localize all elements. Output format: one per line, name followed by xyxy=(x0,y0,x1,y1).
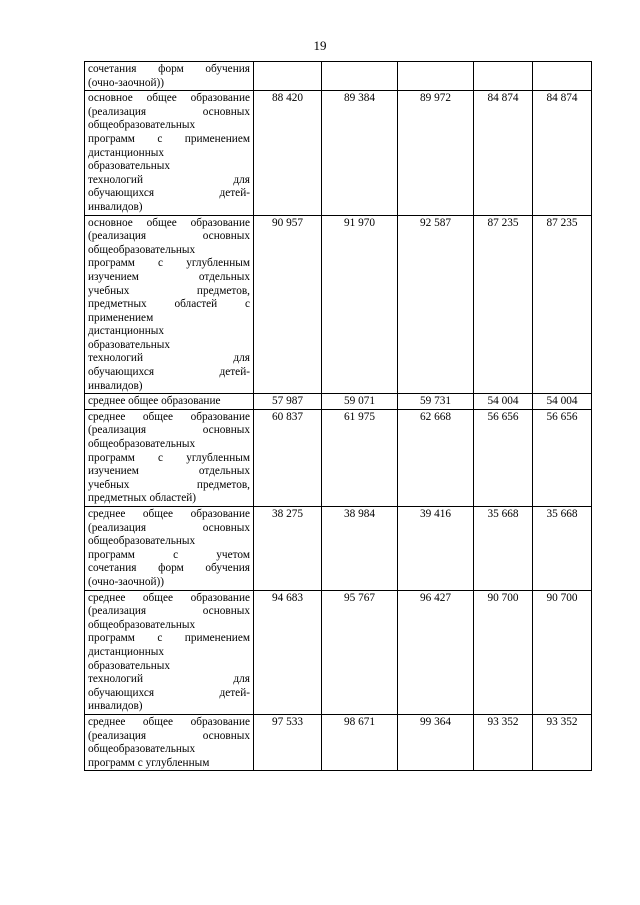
description-line: общеобразовательных xyxy=(88,743,196,756)
description-line: общеобразовательных xyxy=(88,438,196,451)
value-cell: 88 420 xyxy=(254,91,322,215)
row-description xyxy=(85,62,254,91)
value-cell: 38 275 xyxy=(254,507,322,591)
row-description xyxy=(85,590,254,714)
description-line: изучением отдельных xyxy=(88,465,250,478)
value-cell: 87 235 xyxy=(533,215,592,394)
value-cell: 59 731 xyxy=(398,394,474,410)
value-cell: 60 837 xyxy=(254,409,322,506)
description-line: общеобразовательных xyxy=(88,119,196,132)
value-cell: 61 975 xyxy=(322,409,398,506)
value-cell: 57 987 xyxy=(254,394,322,410)
description-line: общеобразовательных xyxy=(88,618,196,631)
value-cell: 93 352 xyxy=(474,714,533,770)
description-line: программ с применением xyxy=(88,132,250,145)
description-line: обучающихся детей- xyxy=(88,366,250,379)
description-line: среднее общее образование xyxy=(88,410,250,423)
description-line: обучающихся детей- xyxy=(88,187,250,200)
value-cell xyxy=(322,62,398,91)
description-line: технологий для xyxy=(88,173,250,186)
description-line: (реализация основных xyxy=(88,105,250,118)
value-cell: 56 656 xyxy=(474,409,533,506)
description-line: инвалидов) xyxy=(88,379,143,392)
value-cell: 97 533 xyxy=(254,714,322,770)
data-table xyxy=(84,61,592,771)
row-description xyxy=(85,394,254,410)
value-cell: 84 874 xyxy=(533,91,592,215)
value-cell: 84 874 xyxy=(474,91,533,215)
row-description xyxy=(85,409,254,506)
value-cell: 94 683 xyxy=(254,590,322,714)
value-cell: 35 668 xyxy=(474,507,533,591)
description-line: среднее общее образование xyxy=(88,395,221,408)
description-line: предметных областей с xyxy=(88,298,250,311)
description-line: среднее общее образование xyxy=(88,508,250,520)
value-cell: 95 767 xyxy=(322,590,398,714)
description-line: (реализация основных xyxy=(88,521,250,534)
row-description xyxy=(85,714,254,770)
description-line: (очно-заочной)) xyxy=(88,575,165,588)
value-cell: 90 700 xyxy=(474,590,533,714)
value-cell: 91 970 xyxy=(322,215,398,394)
value-cell: 89 384 xyxy=(322,91,398,215)
description-line: (реализация основных xyxy=(88,424,250,437)
description-line: программ с учетом xyxy=(88,548,250,561)
description-line: инвалидов) xyxy=(88,200,143,213)
description-line: образовательных xyxy=(88,659,171,672)
value-cell: 96 427 xyxy=(398,590,474,714)
description-line: сочетания форм обучения xyxy=(88,562,250,575)
description-line: дистанционных xyxy=(88,325,165,338)
value-cell: 56 656 xyxy=(533,409,592,506)
description-line: предметных областей) xyxy=(88,492,197,505)
value-cell: 54 004 xyxy=(474,394,533,410)
description-line: образовательных xyxy=(88,338,171,351)
table-row xyxy=(85,409,592,506)
value-cell: 59 071 xyxy=(322,394,398,410)
description-line: (реализация основных xyxy=(88,230,250,243)
value-cell: 35 668 xyxy=(533,507,592,591)
value-cell xyxy=(533,62,592,91)
value-cell xyxy=(398,62,474,91)
table-body xyxy=(85,62,592,771)
value-cell: 92 587 xyxy=(398,215,474,394)
description-line: общеобразовательных xyxy=(88,243,196,256)
table-row xyxy=(85,714,592,770)
table-row xyxy=(85,394,592,410)
description-line: (реализация основных xyxy=(88,729,250,742)
row-description xyxy=(85,215,254,394)
description-line: программ с углубленным xyxy=(88,451,250,464)
table-row xyxy=(85,590,592,714)
description-line: технологий для xyxy=(88,352,250,365)
table-row xyxy=(85,507,592,591)
description-line: инвалидов) xyxy=(88,700,143,713)
description-line: применением xyxy=(88,311,154,324)
description-line: обучающихся детей- xyxy=(88,686,250,699)
description-line: технологий для xyxy=(88,673,250,686)
value-cell: 99 364 xyxy=(398,714,474,770)
description-line: образовательных xyxy=(88,160,171,173)
description-line: программ с углубленным xyxy=(88,756,210,769)
description-line: общеобразовательных xyxy=(88,535,196,548)
description-line: программ с применением xyxy=(88,632,250,645)
description-line: учебных предметов, xyxy=(88,478,250,491)
value-cell: 39 416 xyxy=(398,507,474,591)
table-row xyxy=(85,91,592,215)
value-cell: 93 352 xyxy=(533,714,592,770)
value-cell: 87 235 xyxy=(474,215,533,394)
value-cell: 62 668 xyxy=(398,409,474,506)
value-cell: 90 700 xyxy=(533,590,592,714)
description-line: дистанционных xyxy=(88,645,165,658)
description-line: (очно-заочной)) xyxy=(88,76,165,89)
table-row xyxy=(85,215,592,394)
description-line: (реализация основных xyxy=(88,605,250,618)
description-line: основное общее образование xyxy=(88,92,250,105)
value-cell: 38 984 xyxy=(322,507,398,591)
description-line: программ с углубленным xyxy=(88,257,250,270)
table-row xyxy=(85,62,592,91)
value-cell: 98 671 xyxy=(322,714,398,770)
description-line: изучением отдельных xyxy=(88,270,250,283)
row-description xyxy=(85,507,254,591)
value-cell xyxy=(254,62,322,91)
row-description xyxy=(85,91,254,215)
value-cell xyxy=(474,62,533,91)
value-cell: 89 972 xyxy=(398,91,474,215)
description-line: сочетания форм обучения xyxy=(88,63,250,75)
page-number: 19 xyxy=(313,38,327,53)
description-line: основное общее образование xyxy=(88,216,250,229)
description-line: учебных предметов, xyxy=(88,284,250,297)
description-line: дистанционных xyxy=(88,146,165,159)
value-cell: 90 957 xyxy=(254,215,322,394)
description-line: среднее общее образование xyxy=(88,591,250,604)
description-line: среднее общее образование xyxy=(88,715,250,728)
value-cell: 54 004 xyxy=(533,394,592,410)
